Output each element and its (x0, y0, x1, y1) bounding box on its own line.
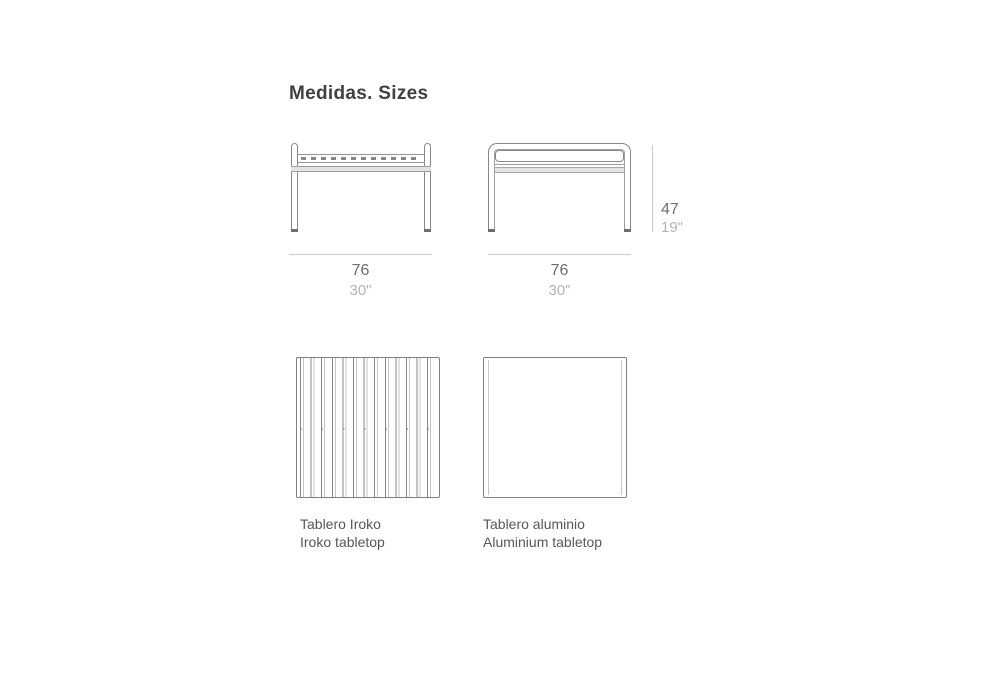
front-view-right-foot (424, 229, 431, 232)
aluminium-label-es: Tablero aluminio (483, 516, 585, 532)
front-view-right-leg (424, 143, 431, 232)
iroko-slat-joints (300, 428, 436, 430)
height-inches: 19" (661, 219, 684, 236)
table-side-view-drawing (488, 143, 631, 232)
page-title: Medidas. Sizes (289, 83, 429, 104)
side-view-right-foot (624, 229, 631, 232)
aluminium-tabletop-drawing (483, 357, 627, 498)
side-width-inches: 30" (548, 282, 571, 299)
front-width-value: 76 (351, 262, 370, 279)
aluminium-left-edge-line (488, 360, 489, 495)
front-view-left-foot (291, 229, 298, 232)
iroko-label-es: Tablero Iroko (300, 516, 381, 532)
side-view-apron-bar (495, 167, 624, 173)
front-view-tabletop-line (297, 154, 425, 155)
table-front-view-drawing (291, 143, 431, 232)
side-view-tabletop-bottom-line (495, 164, 624, 165)
height-dimension-line (652, 145, 653, 232)
side-view-left-foot (488, 229, 495, 232)
aluminium-tabletop-label (483, 516, 602, 551)
height-value: 47 (661, 201, 679, 218)
front-width-inches: 30" (349, 282, 372, 299)
front-view-tabletop-bottom-line (297, 162, 425, 163)
front-view-left-leg (291, 143, 298, 232)
side-view-tabletop-edge (495, 150, 624, 162)
front-view-apron-bar (291, 166, 431, 172)
iroko-tabletop-drawing (296, 357, 440, 498)
iroko-label-en: Iroko tabletop (300, 533, 385, 550)
front-width-dimension-line (289, 254, 432, 255)
aluminium-label-en: Aluminium tabletop (483, 533, 603, 550)
iroko-tabletop-label (300, 516, 385, 551)
front-view-slat-dashes (301, 157, 421, 160)
side-width-dimension-line (488, 254, 631, 255)
side-width-value: 76 (550, 262, 569, 279)
aluminium-right-edge-line (621, 360, 622, 495)
